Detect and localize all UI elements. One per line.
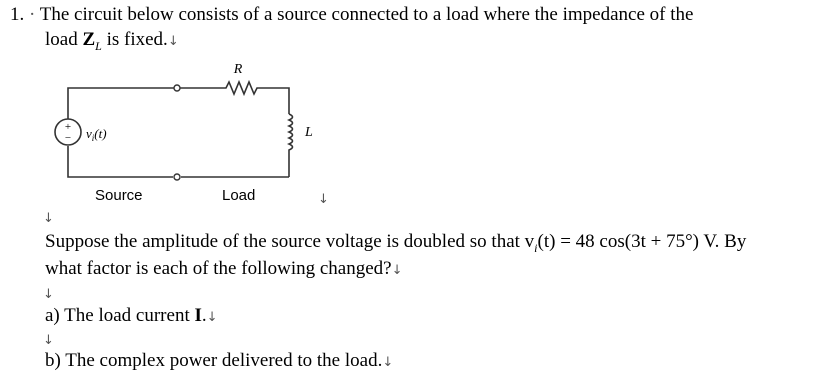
paragraph-mark: ↓ <box>391 263 403 278</box>
question-line-1: 1. · The circuit below consists of a source connected to a load where the impedance of the <box>10 4 694 25</box>
resistor-symbol <box>179 82 261 94</box>
paragraph-mark: ↓ <box>382 355 394 370</box>
part-a-suffix: . <box>201 305 207 326</box>
part-b <box>45 350 393 374</box>
question-text-2a: load <box>45 29 83 50</box>
source-voltage-label: $v_i(t)$ <box>86 126 107 143</box>
source-plus-sign: + <box>64 121 72 133</box>
voltage-subscript: i <box>534 240 538 255</box>
part-a <box>45 305 218 329</box>
impedance-subscript: L <box>95 38 102 53</box>
body-line-2 <box>45 258 403 282</box>
paragraph-mark: ↓ <box>167 34 179 49</box>
body-text-2: what factor is each of the following changed? <box>45 258 392 279</box>
current-symbol: I <box>194 305 202 326</box>
paragraph-mark: ↓ <box>43 333 54 348</box>
paragraph-mark: ↓ <box>43 287 54 302</box>
body-text-1: Suppose the amplitude of the source voltage is doubled so that v <box>45 231 535 252</box>
part-a-text: a) The load current <box>45 305 195 326</box>
inductor-label: L <box>305 125 313 140</box>
question-text-1: The circuit below consists of a source connected to a load where the impedance of the <box>39 4 694 25</box>
paragraph-mark: ↓ <box>318 192 329 207</box>
impedance-symbol: Z <box>82 29 96 50</box>
paragraph-mark: ↓ <box>206 310 218 325</box>
source-minus-sign: − <box>64 132 72 144</box>
wire-bottom-left <box>68 146 173 177</box>
part-b-text: b) The complex power delivered to the load. <box>45 350 383 371</box>
resistor-label: R <box>233 62 243 77</box>
paragraph-mark: ↓ <box>43 211 54 226</box>
terminal-bottom <box>174 174 180 180</box>
source-caption: Source <box>95 187 143 204</box>
question-number: 1. <box>10 4 25 25</box>
body-equation: (t) = 48 cos(3t + 75°) V. By <box>537 231 747 252</box>
question-text-2b: is fixed. <box>101 29 168 50</box>
inductor-symbol <box>289 114 293 177</box>
wire-top-left <box>68 88 175 119</box>
load-caption: Load <box>222 187 256 204</box>
terminal-top <box>174 85 180 91</box>
wire-top-right <box>261 88 289 114</box>
body-line-1 <box>45 231 746 259</box>
